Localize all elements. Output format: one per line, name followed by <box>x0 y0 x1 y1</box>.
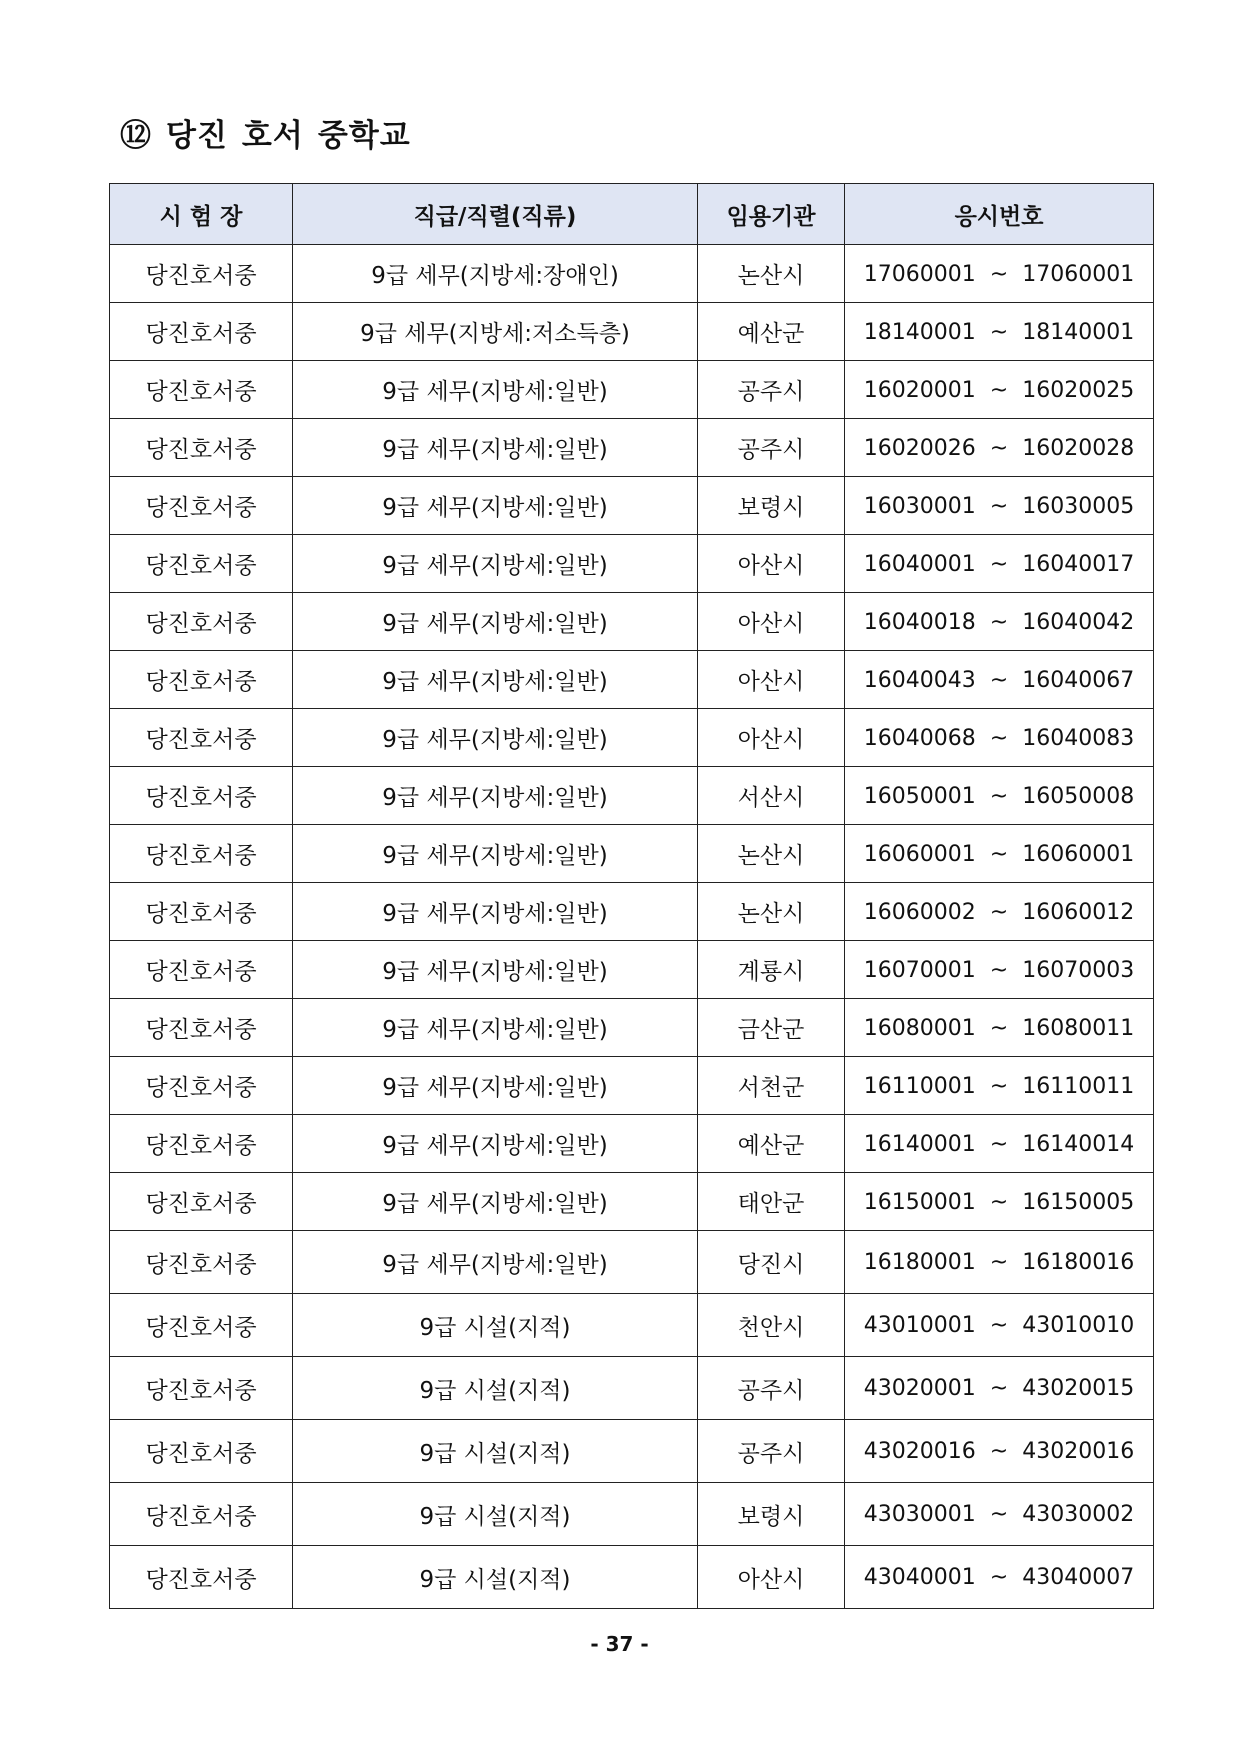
title-word: 당진 <box>166 118 228 154</box>
exam-number-from: 17060001 <box>863 261 976 287</box>
range-separator: ~ <box>989 899 1009 925</box>
exam-number-from: 16050001 <box>863 783 976 809</box>
range-separator: ~ <box>989 725 1009 751</box>
cell-agency: 보령시 <box>698 1483 845 1546</box>
cell-exam-number-range <box>845 593 1154 651</box>
exam-number-range <box>864 1313 1134 1338</box>
exam-number-to: 16060001 <box>1022 841 1135 867</box>
exam-number-range <box>864 1376 1134 1401</box>
exam-number-to: 16040067 <box>1022 667 1135 693</box>
exam-number-from: 16030001 <box>863 493 976 519</box>
cell-exam-site: 당진호서중 <box>110 419 293 477</box>
exam-number-to: 18140001 <box>1022 319 1135 345</box>
range-separator: ~ <box>989 1015 1009 1041</box>
cell-agency: 서천군 <box>698 1057 845 1115</box>
table-header-row <box>110 184 1154 245</box>
cell-position: 9급 세무(지방세:일반) <box>293 1173 698 1231</box>
cell-position: 9급 세무(지방세:일반) <box>293 477 698 535</box>
cell-position: 9급 세무(지방세:일반) <box>293 709 698 767</box>
cell-exam-site: 당진호서중 <box>110 883 293 941</box>
exam-number-to: 43030002 <box>1022 1502 1135 1527</box>
cell-exam-site: 당진호서중 <box>110 1173 293 1231</box>
table-row <box>110 419 1154 477</box>
cell-agency: 금산군 <box>698 999 845 1057</box>
exam-number-from: 16150001 <box>863 1189 976 1215</box>
exam-number-from: 43020016 <box>863 1439 976 1464</box>
cell-exam-site: 당진호서중 <box>110 1483 293 1546</box>
cell-position: 9급 세무(지방세:일반) <box>293 883 698 941</box>
cell-exam-site: 당진호서중 <box>110 303 293 361</box>
cell-exam-number-range <box>845 1483 1154 1546</box>
exam-number-from: 16110001 <box>863 1073 976 1099</box>
cell-agency: 서산시 <box>698 767 845 825</box>
cell-exam-number-range <box>845 1420 1154 1483</box>
exam-number-to: 43040007 <box>1022 1565 1135 1590</box>
range-separator: ~ <box>989 1131 1009 1157</box>
range-separator: ~ <box>989 1189 1009 1215</box>
cell-exam-number-range <box>845 1057 1154 1115</box>
cell-agency: 아산시 <box>698 651 845 709</box>
exam-number-to: 16050008 <box>1022 783 1135 809</box>
table-row <box>110 1057 1154 1115</box>
cell-agency: 공주시 <box>698 1420 845 1483</box>
cell-agency: 논산시 <box>698 825 845 883</box>
cell-agency: 아산시 <box>698 535 845 593</box>
cell-exam-site: 당진호서중 <box>110 593 293 651</box>
cell-exam-site: 당진호서중 <box>110 1546 293 1609</box>
exam-number-from: 43040001 <box>863 1565 976 1590</box>
table-row <box>110 1546 1154 1609</box>
range-separator: ~ <box>989 1502 1009 1527</box>
table-row <box>110 651 1154 709</box>
cell-position: 9급 세무(지방세:일반) <box>293 999 698 1057</box>
cell-agency: 계룡시 <box>698 941 845 999</box>
cell-exam-site: 당진호서중 <box>110 1115 293 1173</box>
cell-exam-number-range <box>845 477 1154 535</box>
exam-number-to: 16080011 <box>1022 1015 1135 1041</box>
cell-exam-site: 당진호서중 <box>110 767 293 825</box>
table-row <box>110 709 1154 767</box>
cell-position: 9급 시설(지적) <box>293 1420 698 1483</box>
cell-exam-number-range <box>845 1546 1154 1609</box>
exam-number-to: 16180016 <box>1022 1250 1135 1275</box>
cell-position: 9급 시설(지적) <box>293 1483 698 1546</box>
exam-number-from: 16180001 <box>863 1250 976 1275</box>
exam-number-from: 16040068 <box>863 725 976 751</box>
table-row <box>110 593 1154 651</box>
exam-number-range <box>864 900 1134 925</box>
cell-position: 9급 시설(지적) <box>293 1294 698 1357</box>
exam-number-to: 16070003 <box>1022 957 1135 983</box>
cell-position: 9급 세무(지방세:저소득층) <box>293 303 698 361</box>
range-separator: ~ <box>989 261 1009 287</box>
cell-agency: 공주시 <box>698 1357 845 1420</box>
exam-site-table <box>109 183 1154 1609</box>
exam-number-from: 16040043 <box>863 667 976 693</box>
cell-exam-number-range <box>845 419 1154 477</box>
range-separator: ~ <box>989 1439 1009 1464</box>
cell-position: 9급 세무(지방세:일반) <box>293 535 698 593</box>
table-row <box>110 1115 1154 1173</box>
cell-exam-number-range <box>845 767 1154 825</box>
cell-exam-number-range <box>845 941 1154 999</box>
exam-number-from: 16020001 <box>863 377 976 403</box>
range-separator: ~ <box>989 609 1009 635</box>
exam-number-range <box>864 784 1134 809</box>
range-separator: ~ <box>989 957 1009 983</box>
exam-number-to: 43020015 <box>1022 1376 1135 1401</box>
cell-exam-site: 당진호서중 <box>110 1231 293 1294</box>
cell-position: 9급 세무(지방세:일반) <box>293 419 698 477</box>
cell-exam-site: 당진호서중 <box>110 1357 293 1420</box>
cell-exam-number-range <box>845 709 1154 767</box>
cell-exam-site: 당진호서중 <box>110 361 293 419</box>
range-separator: ~ <box>989 377 1009 403</box>
cell-exam-site: 당진호서중 <box>110 1420 293 1483</box>
cell-position: 9급 세무(지방세:일반) <box>293 767 698 825</box>
range-separator: ~ <box>989 319 1009 345</box>
table-row <box>110 245 1154 303</box>
table-row <box>110 361 1154 419</box>
cell-position: 9급 시설(지적) <box>293 1546 698 1609</box>
exam-number-range <box>864 726 1134 751</box>
cell-agency: 공주시 <box>698 419 845 477</box>
header-exam-number: 응시번호 <box>845 184 1154 245</box>
cell-agency: 당진시 <box>698 1231 845 1294</box>
exam-number-from: 16040001 <box>863 551 976 577</box>
exam-number-to: 16030005 <box>1022 493 1135 519</box>
range-separator: ~ <box>989 1376 1009 1401</box>
exam-number-range <box>864 1016 1134 1041</box>
table-row <box>110 1294 1154 1357</box>
range-separator: ~ <box>989 551 1009 577</box>
exam-number-to: 16020025 <box>1022 377 1135 403</box>
cell-exam-number-range <box>845 1231 1154 1294</box>
exam-number-from: 16060001 <box>863 841 976 867</box>
cell-agency: 태안군 <box>698 1173 845 1231</box>
cell-exam-number-range <box>845 883 1154 941</box>
exam-number-range <box>864 610 1134 635</box>
table-row <box>110 1357 1154 1420</box>
exam-number-to: 16150005 <box>1022 1189 1135 1215</box>
exam-number-from: 43010001 <box>863 1313 976 1338</box>
cell-exam-number-range <box>845 245 1154 303</box>
cell-position: 9급 시설(지적) <box>293 1357 698 1420</box>
cell-position: 9급 세무(지방세:일반) <box>293 651 698 709</box>
cell-exam-site: 당진호서중 <box>110 651 293 709</box>
exam-number-to: 16020028 <box>1022 435 1135 461</box>
exam-number-range <box>864 320 1134 345</box>
cell-position: 9급 세무(지방세:일반) <box>293 941 698 999</box>
table-row <box>110 767 1154 825</box>
cell-agency: 보령시 <box>698 477 845 535</box>
exam-number-to: 16110011 <box>1022 1073 1135 1099</box>
cell-agency: 공주시 <box>698 361 845 419</box>
exam-number-range <box>864 262 1134 287</box>
exam-number-from: 16060002 <box>863 899 976 925</box>
exam-number-to: 43010010 <box>1022 1313 1135 1338</box>
exam-number-to: 16040042 <box>1022 609 1135 635</box>
table-body <box>110 245 1154 1609</box>
page-title <box>120 110 425 155</box>
range-separator: ~ <box>989 435 1009 461</box>
exam-number-range <box>864 494 1134 519</box>
exam-number-range <box>864 958 1134 983</box>
exam-number-range <box>864 1502 1134 1527</box>
table-row <box>110 999 1154 1057</box>
exam-number-from: 16040018 <box>863 609 976 635</box>
table-row <box>110 303 1154 361</box>
cell-position: 9급 세무(지방세:일반) <box>293 593 698 651</box>
header-position: 직급/직렬(직류) <box>293 184 698 245</box>
table-row <box>110 1483 1154 1546</box>
cell-agency: 아산시 <box>698 1546 845 1609</box>
cell-agency: 천안시 <box>698 1294 845 1357</box>
cell-position: 9급 세무(지방세:일반) <box>293 1057 698 1115</box>
table-row <box>110 477 1154 535</box>
cell-agency: 아산시 <box>698 709 845 767</box>
exam-number-from: 43020001 <box>863 1376 976 1401</box>
cell-agency: 예산군 <box>698 303 845 361</box>
cell-exam-site: 당진호서중 <box>110 477 293 535</box>
range-separator: ~ <box>989 841 1009 867</box>
cell-agency: 예산군 <box>698 1115 845 1173</box>
cell-position: 9급 세무(지방세:일반) <box>293 1115 698 1173</box>
exam-number-range <box>864 1439 1134 1464</box>
exam-number-range <box>864 436 1134 461</box>
exam-number-range <box>864 552 1134 577</box>
cell-exam-site: 당진호서중 <box>110 709 293 767</box>
exam-number-from: 18140001 <box>863 319 976 345</box>
exam-number-from: 16140001 <box>863 1131 976 1157</box>
range-separator: ~ <box>989 1313 1009 1338</box>
cell-agency: 논산시 <box>698 245 845 303</box>
header-agency: 임용기관 <box>698 184 845 245</box>
range-separator: ~ <box>989 783 1009 809</box>
exam-number-from: 16080001 <box>863 1015 976 1041</box>
cell-exam-site: 당진호서중 <box>110 535 293 593</box>
table-row <box>110 1231 1154 1294</box>
exam-number-range <box>864 668 1134 693</box>
exam-number-to: 16060012 <box>1022 899 1135 925</box>
table-row <box>110 883 1154 941</box>
cell-exam-number-range <box>845 1115 1154 1173</box>
range-separator: ~ <box>989 493 1009 519</box>
exam-number-from: 43030001 <box>863 1502 976 1527</box>
exam-number-to: 43020016 <box>1022 1439 1135 1464</box>
cell-agency: 논산시 <box>698 883 845 941</box>
exam-number-range <box>864 1565 1134 1590</box>
exam-number-to: 16140014 <box>1022 1131 1135 1157</box>
range-separator: ~ <box>989 1073 1009 1099</box>
cell-position: 9급 세무(지방세:일반) <box>293 361 698 419</box>
table-row <box>110 825 1154 883</box>
exam-number-range <box>864 1250 1134 1275</box>
exam-number-to: 16040017 <box>1022 551 1135 577</box>
cell-exam-number-range <box>845 361 1154 419</box>
range-separator: ~ <box>989 667 1009 693</box>
exam-number-range <box>864 378 1134 403</box>
page-number: - 37 - <box>590 1632 649 1656</box>
cell-exam-number-range <box>845 1173 1154 1231</box>
cell-exam-site: 당진호서중 <box>110 999 293 1057</box>
cell-position: 9급 세무(지방세:일반) <box>293 825 698 883</box>
header-exam-site: 시 험 장 <box>110 184 293 245</box>
cell-agency: 아산시 <box>698 593 845 651</box>
cell-exam-site: 당진호서중 <box>110 1294 293 1357</box>
cell-position: 9급 세무(지방세:장애인) <box>293 245 698 303</box>
exam-number-from: 16020026 <box>863 435 976 461</box>
table-row <box>110 1420 1154 1483</box>
exam-number-range <box>864 842 1134 867</box>
section-number-marker: ⑫ <box>120 118 152 154</box>
cell-exam-site: 당진호서중 <box>110 245 293 303</box>
cell-exam-number-range <box>845 651 1154 709</box>
exam-number-to: 16040083 <box>1022 725 1135 751</box>
cell-exam-site: 당진호서중 <box>110 941 293 999</box>
table-row <box>110 1173 1154 1231</box>
cell-exam-number-range <box>845 825 1154 883</box>
cell-position: 9급 세무(지방세:일반) <box>293 1231 698 1294</box>
exam-number-range <box>864 1132 1134 1157</box>
cell-exam-site: 당진호서중 <box>110 1057 293 1115</box>
cell-exam-number-range <box>845 999 1154 1057</box>
cell-exam-number-range <box>845 1294 1154 1357</box>
cell-exam-number-range <box>845 303 1154 361</box>
range-separator: ~ <box>989 1565 1009 1590</box>
range-separator: ~ <box>989 1250 1009 1275</box>
table-row <box>110 535 1154 593</box>
title-word: 중학교 <box>317 118 411 154</box>
table-row <box>110 941 1154 999</box>
cell-exam-number-range <box>845 535 1154 593</box>
exam-number-range <box>864 1074 1134 1099</box>
exam-number-range <box>864 1190 1134 1215</box>
cell-exam-site: 당진호서중 <box>110 825 293 883</box>
title-word: 호서 <box>241 118 304 154</box>
cell-exam-number-range <box>845 1357 1154 1420</box>
exam-number-to: 17060001 <box>1022 261 1135 287</box>
exam-number-from: 16070001 <box>863 957 976 983</box>
